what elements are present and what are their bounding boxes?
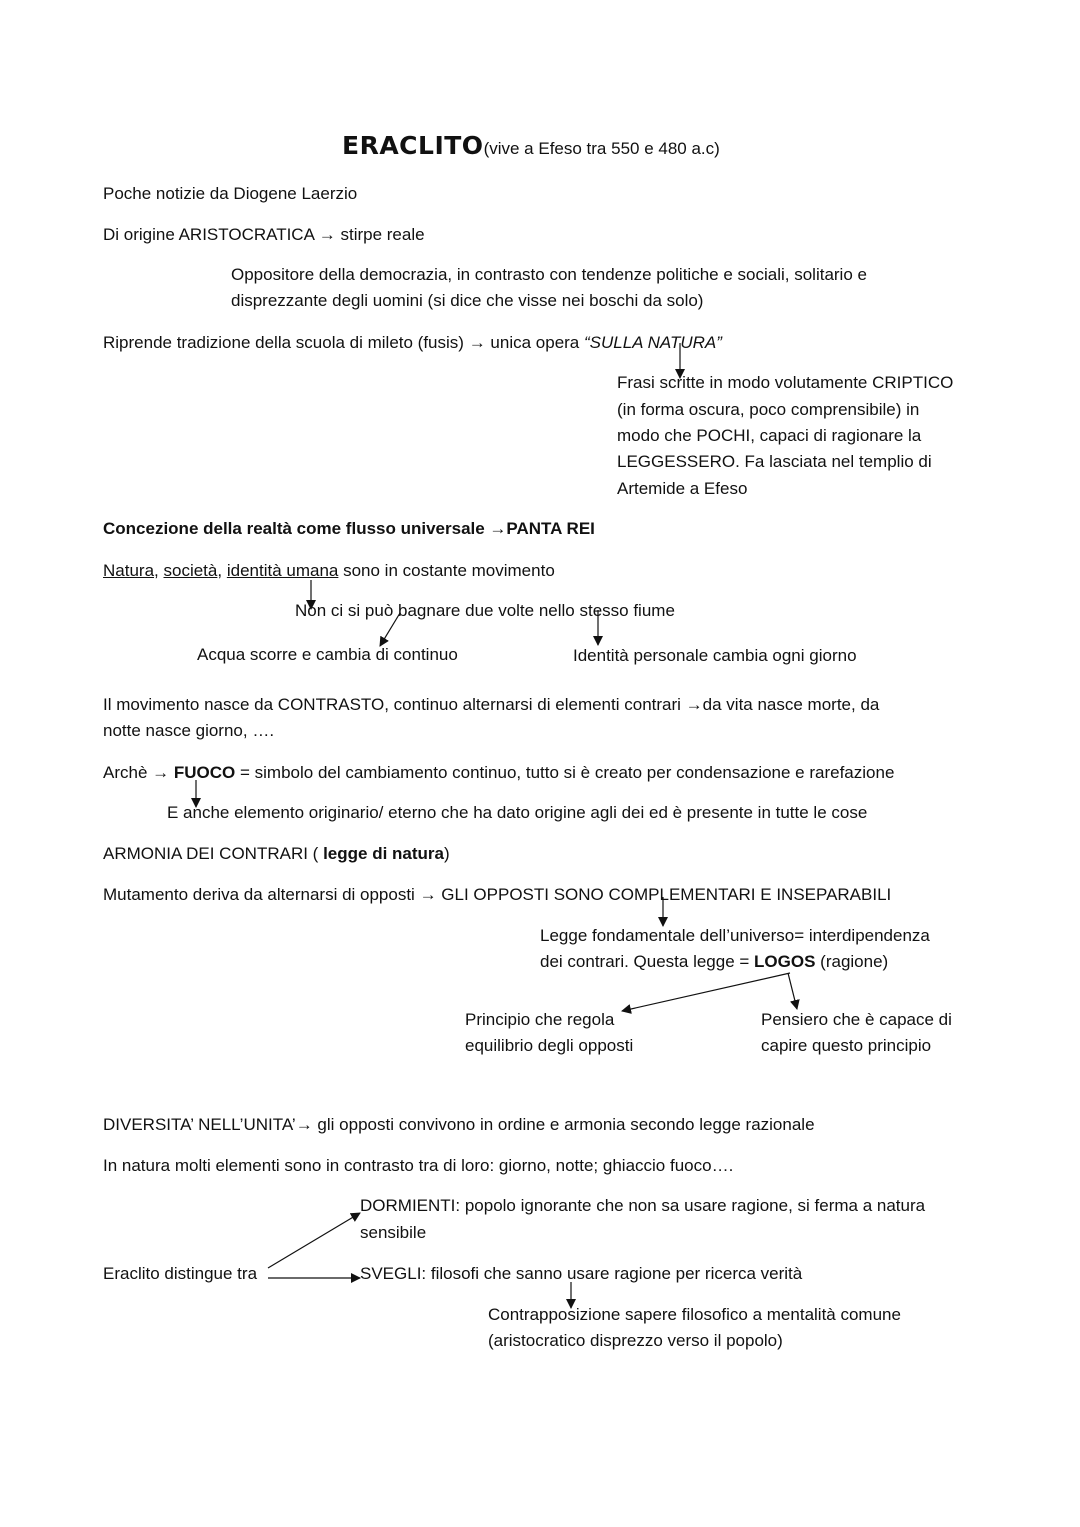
line-diogene: Poche notizie da Diogene Laerzio [103, 184, 358, 203]
line-svegli: SVEGLI: filosofi che sanno usare ragione per ricerca verità [360, 1264, 803, 1283]
line-contrasto-2: notte nasce giorno, …. [103, 721, 275, 740]
line-identita-personale: Identità personale cambia ogni giorno [573, 646, 857, 665]
arrow-icon: → [685, 695, 703, 714]
line-dormienti-2: sensibile [360, 1223, 427, 1242]
line-eraclito-distingue: Eraclito distingue tra [103, 1264, 258, 1283]
text-movimento: sono in costante movimento [338, 561, 555, 580]
line-oppositore-2: disprezzante degli uomini (si dice che visse nei boschi da solo) [231, 291, 704, 310]
line-contrasto-1 [103, 692, 879, 718]
line-frasi-5: Artemide a Efeso [617, 479, 748, 498]
arrow-icon: → [489, 519, 507, 538]
text-simbolo: = simbolo del cambiamento continuo, tutto si è creato per condensazione e rarefazione [235, 763, 895, 782]
line-oppositore-1: Oppositore della democrazia, in contrasto con tendenze politiche e sociali, solitario e [231, 265, 867, 284]
arrow-logos-principio [622, 973, 790, 1011]
line-in-natura: In natura molti elementi sono in contrasto tra di loro: giorno, notte; ghiaccio fuoco…. [103, 1156, 734, 1175]
line-concezione [103, 516, 595, 542]
line-dormienti-1: DORMIENTI: popolo ignorante che non sa usare ragione, si ferma a natura [360, 1196, 926, 1215]
line-principio-2: equilibrio degli opposti [465, 1036, 634, 1055]
line-frasi-1: Frasi scritte in modo volutamente CRIPTICO [617, 373, 954, 392]
text-vita-morte: da vita nasce morte, da [702, 695, 880, 714]
line-pensiero-1: Pensiero che è capace di [761, 1010, 952, 1029]
text-opposti-complementari: GLI OPPOSTI SONO COMPLEMENTARI E INSEPARABILI [441, 885, 892, 904]
line-frasi-3: modo che POCHI, capaci di ragionare la [617, 426, 922, 445]
text-riprende: Riprende tradizione della scuola di mileto (fusis) [103, 333, 464, 352]
text-ragione: (ragione) [815, 952, 889, 971]
line-principio-1: Principio che regola [465, 1010, 615, 1029]
text-natura: Natura [103, 561, 155, 580]
arrow-icon: → [419, 885, 437, 904]
comma: , [154, 561, 159, 580]
arrow-icon: → [468, 333, 486, 352]
line-legge-2 [540, 949, 888, 975]
line-frasi-2: (in forma oscura, poco comprensibile) in [617, 400, 920, 419]
line-mutamento [103, 882, 891, 908]
line-contrapposizione-1: Contrapposizione sapere filosofico a mentalità comune [488, 1305, 901, 1324]
line-armonia [103, 841, 450, 867]
text-armonia: ARMONIA DEI CONTRARI ( [103, 844, 324, 863]
line-elemento-originario: E anche elemento originario/ eterno che ha dato origine agli dei ed è presente in tutte le cose [167, 803, 868, 822]
title-main: ERACLITO [342, 131, 484, 160]
line-riprende [103, 330, 722, 356]
line-natura [103, 558, 555, 584]
arrow-logos-pensiero [788, 973, 797, 1009]
text-legge-natura: legge di natura [323, 844, 444, 863]
text-mutamento: Mutamento deriva da alternarsi di opposti [103, 885, 420, 904]
line-arche [103, 760, 894, 786]
text-paren: ) [444, 844, 450, 863]
line-pensiero-2: capire questo principio [761, 1036, 932, 1055]
text-unica-opera: unica opera [490, 333, 584, 352]
line-legge-1: Legge fondamentale dell’universo= interdipendenza [540, 926, 930, 945]
text-questa-legge: dei contrari. Questa legge = [540, 952, 755, 971]
line-frasi-4: LEGGESSERO. Fa lasciata nel templio di [617, 452, 932, 471]
line-fiume: Non ci si può bagnare due volte nello stesso fiume [295, 601, 675, 620]
text-fuoco: FUOCO [173, 763, 236, 782]
line-contrapposizione-2: (aristocratico disprezzo verso il popolo) [488, 1331, 783, 1350]
text-origine: Di origine ARISTOCRATICA [103, 225, 314, 244]
text-diversita: DIVERSITA’ NELL’UNITA’ [103, 1115, 296, 1134]
text-sulla-natura: “SULLA NATURA” [584, 333, 722, 352]
text-logos: LOGOS [754, 952, 816, 971]
text-panta-rei: PANTA REI [506, 519, 595, 538]
text-arche: Archè [103, 763, 153, 782]
arrow-icon: → [295, 1115, 313, 1134]
text-contrasto: Il movimento nasce da CONTRASTO, continuo alternarsi di elementi contrari [103, 695, 686, 714]
line-diversita [103, 1112, 815, 1138]
text-identita: identità umana [226, 561, 339, 580]
title-subtitle: (vive a Efeso tra 550 e 480 a.c) [483, 139, 720, 158]
text-convivono: gli opposti convivono in ordine e armonia secondo legge razionale [312, 1115, 815, 1134]
comma: , [217, 561, 223, 580]
text-societa: società [163, 561, 218, 580]
arrow-icon: → [318, 225, 336, 244]
line-acqua: Acqua scorre e cambia di continuo [197, 645, 458, 664]
text-stirpe: stirpe reale [340, 225, 425, 244]
arrow-dormienti [268, 1213, 360, 1268]
arrow-icon: → [152, 763, 170, 782]
page-title [342, 133, 720, 162]
line-origine [103, 222, 425, 248]
text-concezione: Concezione della realtà come flusso universale [103, 519, 490, 538]
